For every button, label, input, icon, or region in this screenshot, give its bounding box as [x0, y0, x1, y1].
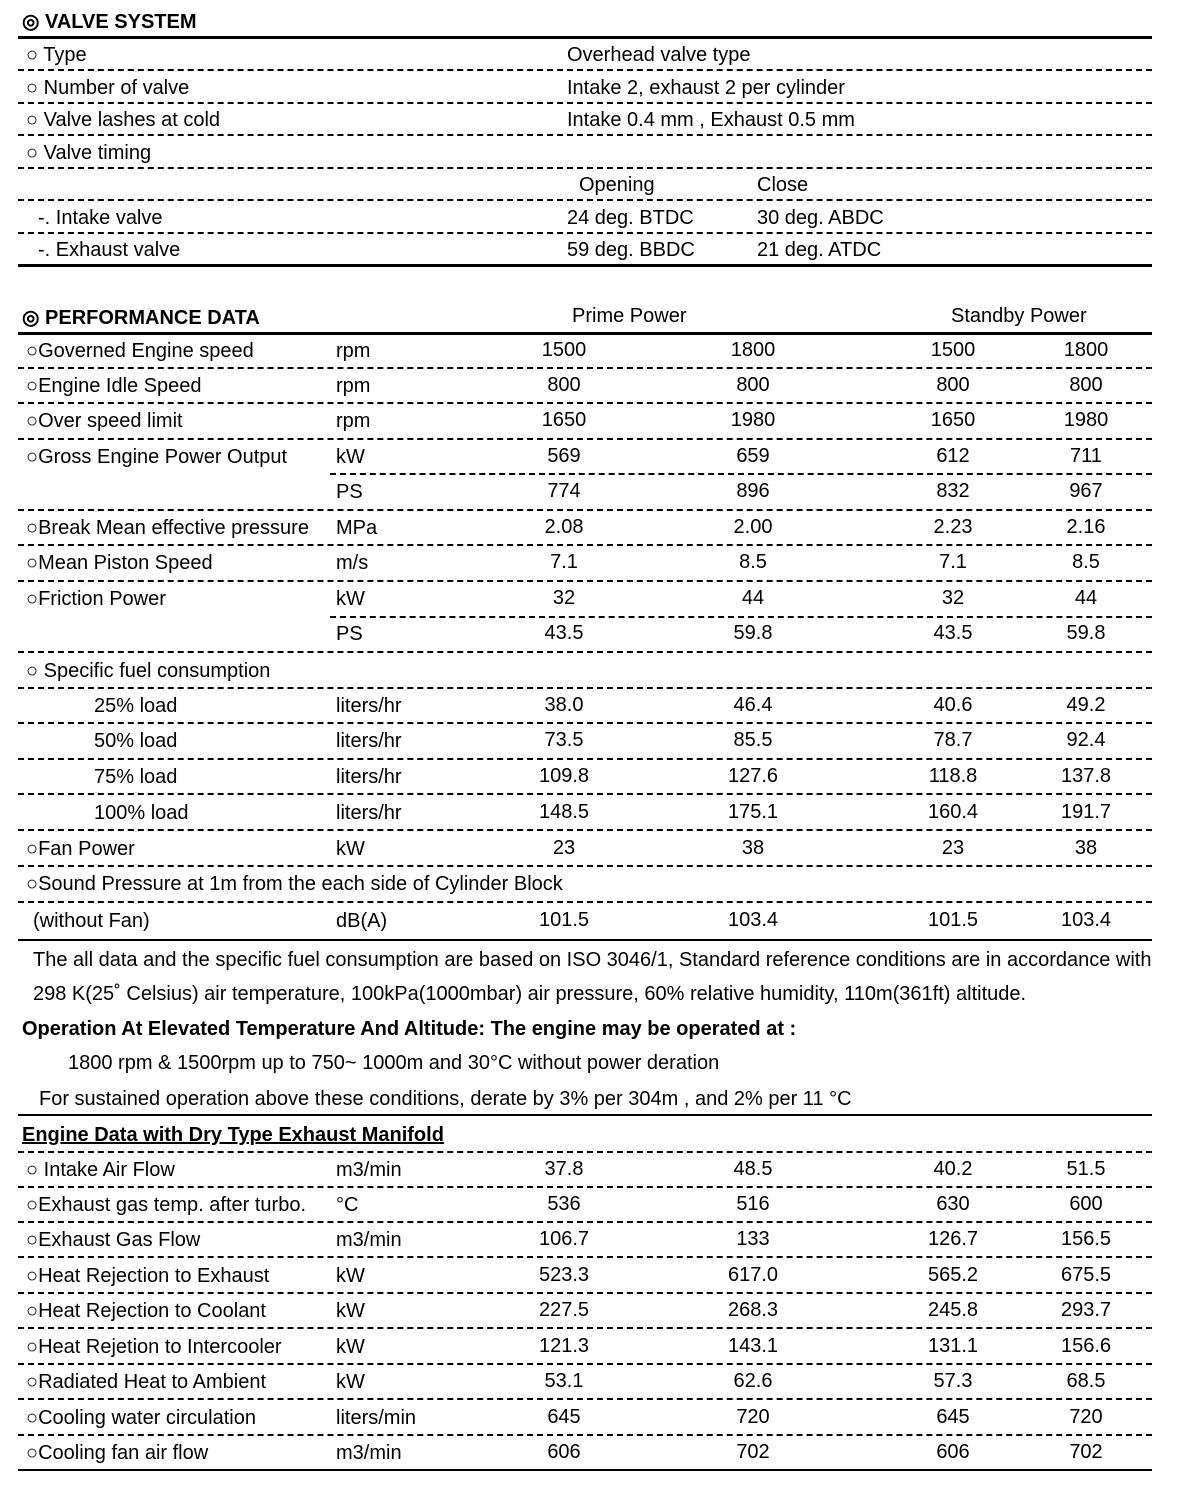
value-cell: 101.5: [538, 909, 590, 931]
value-cell: 43.5: [933, 622, 973, 644]
divider: [18, 438, 1152, 440]
value-cell: 617.0: [727, 1264, 779, 1286]
value-cell: 68.5: [1066, 1370, 1106, 1392]
elevated-line-2: For sustained operation above these conditions, derate by 3% per 304m , and 2% per 11 °C: [39, 1088, 852, 1110]
value-cell: 44: [741, 587, 765, 609]
value-cell: 92.4: [1066, 729, 1106, 751]
row-unit: °C: [336, 1194, 359, 1216]
value-cell: 103.4: [727, 909, 779, 931]
row-unit: kW: [336, 588, 365, 610]
value-cell: 569: [547, 445, 581, 467]
row-unit: liters/hr: [336, 802, 402, 824]
value-cell: 702: [736, 1441, 770, 1463]
valve-system-title: ◎ VALVE SYSTEM: [22, 11, 197, 33]
value-cell: 53.1: [544, 1370, 584, 1392]
value-cell: 1800: [730, 339, 776, 361]
row-label: ○Mean Piston Speed: [26, 552, 213, 574]
value-cell: 2.16: [1066, 516, 1106, 538]
value-cell: 245.8: [927, 1299, 979, 1321]
elevated-operation-title: Operation At Elevated Temperature And Altitude: The engine may be operated at :: [22, 1018, 797, 1040]
value-cell: 1980: [1063, 409, 1109, 431]
row-unit: m/s: [336, 552, 369, 574]
divider: [18, 865, 1152, 867]
value-cell: 2.23: [933, 516, 973, 538]
value-cell: 606: [547, 1441, 581, 1463]
note-line-1: The all data and the specific fuel consumption are based on ISO 3046/1, Standard reference conditions are in accordance with: [33, 949, 1152, 971]
value-cell: 40.2: [933, 1158, 973, 1180]
value-cell: 565.2: [927, 1264, 979, 1286]
divider: [18, 1151, 1152, 1153]
row-unit: liters/min: [336, 1407, 417, 1429]
row-label: ○Break Mean effective pressure: [26, 517, 309, 539]
value-cell: 8.5: [739, 551, 767, 573]
row-unit: m3/min: [336, 1229, 402, 1251]
value-cell: 720: [736, 1406, 770, 1428]
value-cell: 109.8: [538, 765, 590, 787]
value-cell: 800: [1069, 374, 1103, 396]
row-label: 75% load: [94, 766, 178, 788]
row-label: ○Cooling fan air flow: [26, 1442, 209, 1464]
row-label: ○Heat Rejection to Exhaust: [26, 1265, 270, 1287]
divider: [18, 829, 1152, 831]
row-unit: PS: [336, 481, 363, 503]
value-cell: 600: [1069, 1193, 1103, 1215]
value-cell: 832: [936, 480, 970, 502]
value-cell: 148.5: [538, 801, 590, 823]
performance-title: ◎ PERFORMANCE DATA: [22, 307, 260, 329]
value-cell: 143.1: [727, 1335, 779, 1357]
divider: [18, 544, 1152, 546]
value-cell: 606: [936, 1441, 970, 1463]
divider: [18, 651, 1152, 653]
divider: [18, 332, 1152, 335]
row-label: ○ Intake Air Flow: [26, 1159, 175, 1181]
exhaust-valve-close: 21 deg. ATDC: [757, 239, 882, 261]
row-unit: kW: [336, 1265, 365, 1287]
value-cell: 23: [941, 837, 965, 859]
value-cell: 48.5: [733, 1158, 773, 1180]
value-cell: 516: [736, 1193, 770, 1215]
valve-type-value: Overhead valve type: [567, 44, 751, 66]
value-cell: 7.1: [550, 551, 578, 573]
row-unit: PS: [336, 623, 363, 645]
divider: [18, 939, 1152, 941]
value-cell: 32: [941, 587, 965, 609]
value-cell: 46.4: [733, 694, 773, 716]
timing-opening-header: Opening: [579, 174, 655, 196]
divider: [18, 264, 1152, 267]
valve-timing-label: ○ Valve timing: [26, 142, 152, 164]
row-label: ○Governed Engine speed: [26, 340, 254, 362]
divider: [18, 1327, 1152, 1329]
engine-data-title: Engine Data with Dry Type Exhaust Manifold: [22, 1124, 444, 1146]
value-cell: 191.7: [1060, 801, 1112, 823]
row-label: ○Exhaust gas temp. after turbo.: [26, 1194, 306, 1216]
row-label: 50% load: [94, 730, 178, 752]
value-cell: 38: [1074, 837, 1098, 859]
divider: [18, 1363, 1152, 1365]
value-cell: 896: [736, 480, 770, 502]
row-label: ○Friction Power: [26, 588, 166, 610]
value-cell: 137.8: [1060, 765, 1112, 787]
value-cell: 49.2: [1066, 694, 1106, 716]
value-cell: 2.08: [544, 516, 584, 538]
divider: [18, 1398, 1152, 1400]
value-cell: 536: [547, 1193, 581, 1215]
row-unit: kW: [336, 1300, 365, 1322]
value-cell: 101.5: [927, 909, 979, 931]
divider: [18, 367, 1152, 369]
divider: [18, 36, 1152, 39]
value-cell: 32: [552, 587, 576, 609]
row-label: ○Cooling water circulation: [26, 1407, 256, 1429]
value-cell: 711: [1070, 445, 1102, 467]
value-cell: 800: [936, 374, 970, 396]
value-cell: 106.7: [538, 1228, 590, 1250]
value-cell: 1650: [541, 409, 587, 431]
value-cell: 133: [736, 1228, 770, 1250]
value-cell: 175.1: [727, 801, 779, 823]
value-cell: 103.4: [1060, 909, 1112, 931]
elevated-line-1: 1800 rpm & 1500rpm up to 750~ 1000m and 30°C without power deration: [68, 1052, 720, 1074]
divider: [18, 1434, 1152, 1436]
intake-valve-label: -. Intake valve: [38, 207, 163, 229]
value-cell: 967: [1069, 480, 1103, 502]
value-cell: 40.6: [933, 694, 973, 716]
divider: [18, 1114, 1152, 1116]
value-cell: 127.6: [727, 765, 779, 787]
value-cell: 774: [547, 480, 581, 502]
value-cell: 23: [552, 837, 576, 859]
divider: [18, 509, 1152, 511]
value-cell: 121.3: [538, 1335, 590, 1357]
intake-valve-close: 30 deg. ABDC: [757, 207, 884, 229]
divider: [18, 580, 1152, 582]
row-label: ○Exhaust Gas Flow: [26, 1229, 201, 1251]
value-cell: 7.1: [939, 551, 967, 573]
value-cell: 612: [936, 445, 970, 467]
row-label: 100% load: [94, 802, 189, 824]
row-unit: m3/min: [336, 1159, 402, 1181]
value-cell: 2.00: [733, 516, 773, 538]
value-cell: 1800: [1063, 339, 1109, 361]
row-label: ○Gross Engine Power Output: [26, 446, 288, 468]
value-cell: 131.1: [927, 1335, 979, 1357]
value-cell: 160.4: [927, 801, 979, 823]
divider: [330, 616, 1152, 618]
value-cell: 156.6: [1060, 1335, 1112, 1357]
value-cell: 800: [736, 374, 770, 396]
row-unit: liters/hr: [336, 730, 402, 752]
valve-lash-label: ○ Valve lashes at cold: [26, 109, 221, 131]
valve-number-label: ○ Number of valve: [26, 77, 190, 99]
divider: [330, 473, 1152, 475]
divider: [18, 102, 1152, 104]
value-cell: 44: [1074, 587, 1098, 609]
value-cell: 51.5: [1066, 1158, 1106, 1180]
value-cell: 118.8: [928, 765, 978, 787]
row-unit: dB(A): [336, 910, 388, 932]
value-cell: 1500: [930, 339, 976, 361]
divider: [18, 199, 1152, 201]
divider: [18, 232, 1152, 234]
value-cell: 156.5: [1060, 1228, 1112, 1250]
row-label: ○Engine Idle Speed: [26, 375, 202, 397]
prime-power-header: Prime Power: [572, 305, 687, 327]
divider: [18, 793, 1152, 795]
value-cell: 645: [936, 1406, 970, 1428]
row-label: ○Fan Power: [26, 838, 135, 860]
valve-type-label: ○ Type: [26, 44, 87, 66]
row-unit: kW: [336, 838, 365, 860]
value-cell: 675.5: [1060, 1264, 1112, 1286]
value-cell: 1500: [541, 339, 587, 361]
value-cell: 126.7: [927, 1228, 979, 1250]
divider: [18, 1256, 1152, 1258]
row-label: ○Heat Rejection to Coolant: [26, 1300, 266, 1322]
value-cell: 523.3: [538, 1264, 590, 1286]
row-unit: rpm: [336, 375, 371, 397]
value-cell: 57.3: [933, 1370, 973, 1392]
value-cell: 720: [1069, 1406, 1103, 1428]
value-cell: 1650: [930, 409, 976, 431]
standby-power-header: Standby Power: [951, 305, 1087, 327]
row-label: (without Fan): [33, 910, 150, 932]
value-cell: 630: [936, 1193, 970, 1215]
value-cell: 85.5: [733, 729, 773, 751]
row-unit: m3/min: [336, 1442, 402, 1464]
value-cell: 702: [1069, 1441, 1103, 1463]
row-unit: kW: [336, 1371, 365, 1393]
divider: [18, 1186, 1152, 1188]
value-cell: 293.7: [1060, 1299, 1112, 1321]
value-cell: 73.5: [544, 729, 584, 751]
value-cell: 645: [547, 1406, 581, 1428]
value-cell: 59.8: [1066, 622, 1106, 644]
divider: [18, 758, 1152, 760]
row-unit: rpm: [336, 410, 371, 432]
value-cell: 268.3: [727, 1299, 779, 1321]
divider: [18, 1469, 1152, 1471]
valve-lash-value: Intake 0.4 mm , Exhaust 0.5 mm: [567, 109, 855, 131]
row-label: 25% load: [94, 695, 178, 717]
note-line-2: 298 K(25˚ Celsius) air temperature, 100kPa(1000mbar) air pressure, 60% relative humidity, 110m(361ft) altitude.: [33, 983, 1027, 1005]
value-cell: 227.5: [538, 1299, 590, 1321]
row-label: ○Over speed limit: [26, 410, 183, 432]
row-unit: MPa: [336, 517, 378, 539]
value-cell: 37.8: [544, 1158, 584, 1180]
value-cell: 78.7: [933, 729, 973, 751]
value-cell: 659: [736, 445, 770, 467]
value-cell: 38: [741, 837, 765, 859]
divider: [18, 1292, 1152, 1294]
value-cell: 43.5: [544, 622, 584, 644]
row-label: ○Heat Rejetion to Intercooler: [26, 1336, 282, 1358]
row-unit: rpm: [336, 340, 371, 362]
divider: [18, 134, 1152, 136]
divider: [18, 402, 1152, 404]
row-unit: kW: [336, 1336, 365, 1358]
row-unit: kW: [336, 446, 365, 468]
timing-close-header: Close: [757, 174, 809, 196]
exhaust-valve-opening: 59 deg. BBDC: [567, 239, 695, 261]
value-cell: 62.6: [733, 1370, 773, 1392]
divider: [18, 167, 1152, 169]
divider: [18, 1221, 1152, 1223]
value-cell: 800: [547, 374, 581, 396]
value-cell: 38.0: [544, 694, 584, 716]
divider: [18, 901, 1152, 903]
row-label: ○Sound Pressure at 1m from the each side of Cylinder Block: [26, 873, 563, 895]
row-unit: liters/hr: [336, 766, 402, 788]
row-unit: liters/hr: [336, 695, 402, 717]
value-cell: 59.8: [733, 622, 773, 644]
intake-valve-opening: 24 deg. BTDC: [567, 207, 694, 229]
value-cell: 8.5: [1072, 551, 1100, 573]
exhaust-valve-label: -. Exhaust valve: [38, 239, 181, 261]
row-label: ○ Specific fuel consumption: [26, 660, 271, 682]
divider: [18, 687, 1152, 689]
row-label: ○Radiated Heat to Ambient: [26, 1371, 266, 1393]
divider: [18, 69, 1152, 71]
divider: [18, 722, 1152, 724]
value-cell: 1980: [730, 409, 776, 431]
valve-number-value: Intake 2, exhaust 2 per cylinder: [567, 77, 845, 99]
